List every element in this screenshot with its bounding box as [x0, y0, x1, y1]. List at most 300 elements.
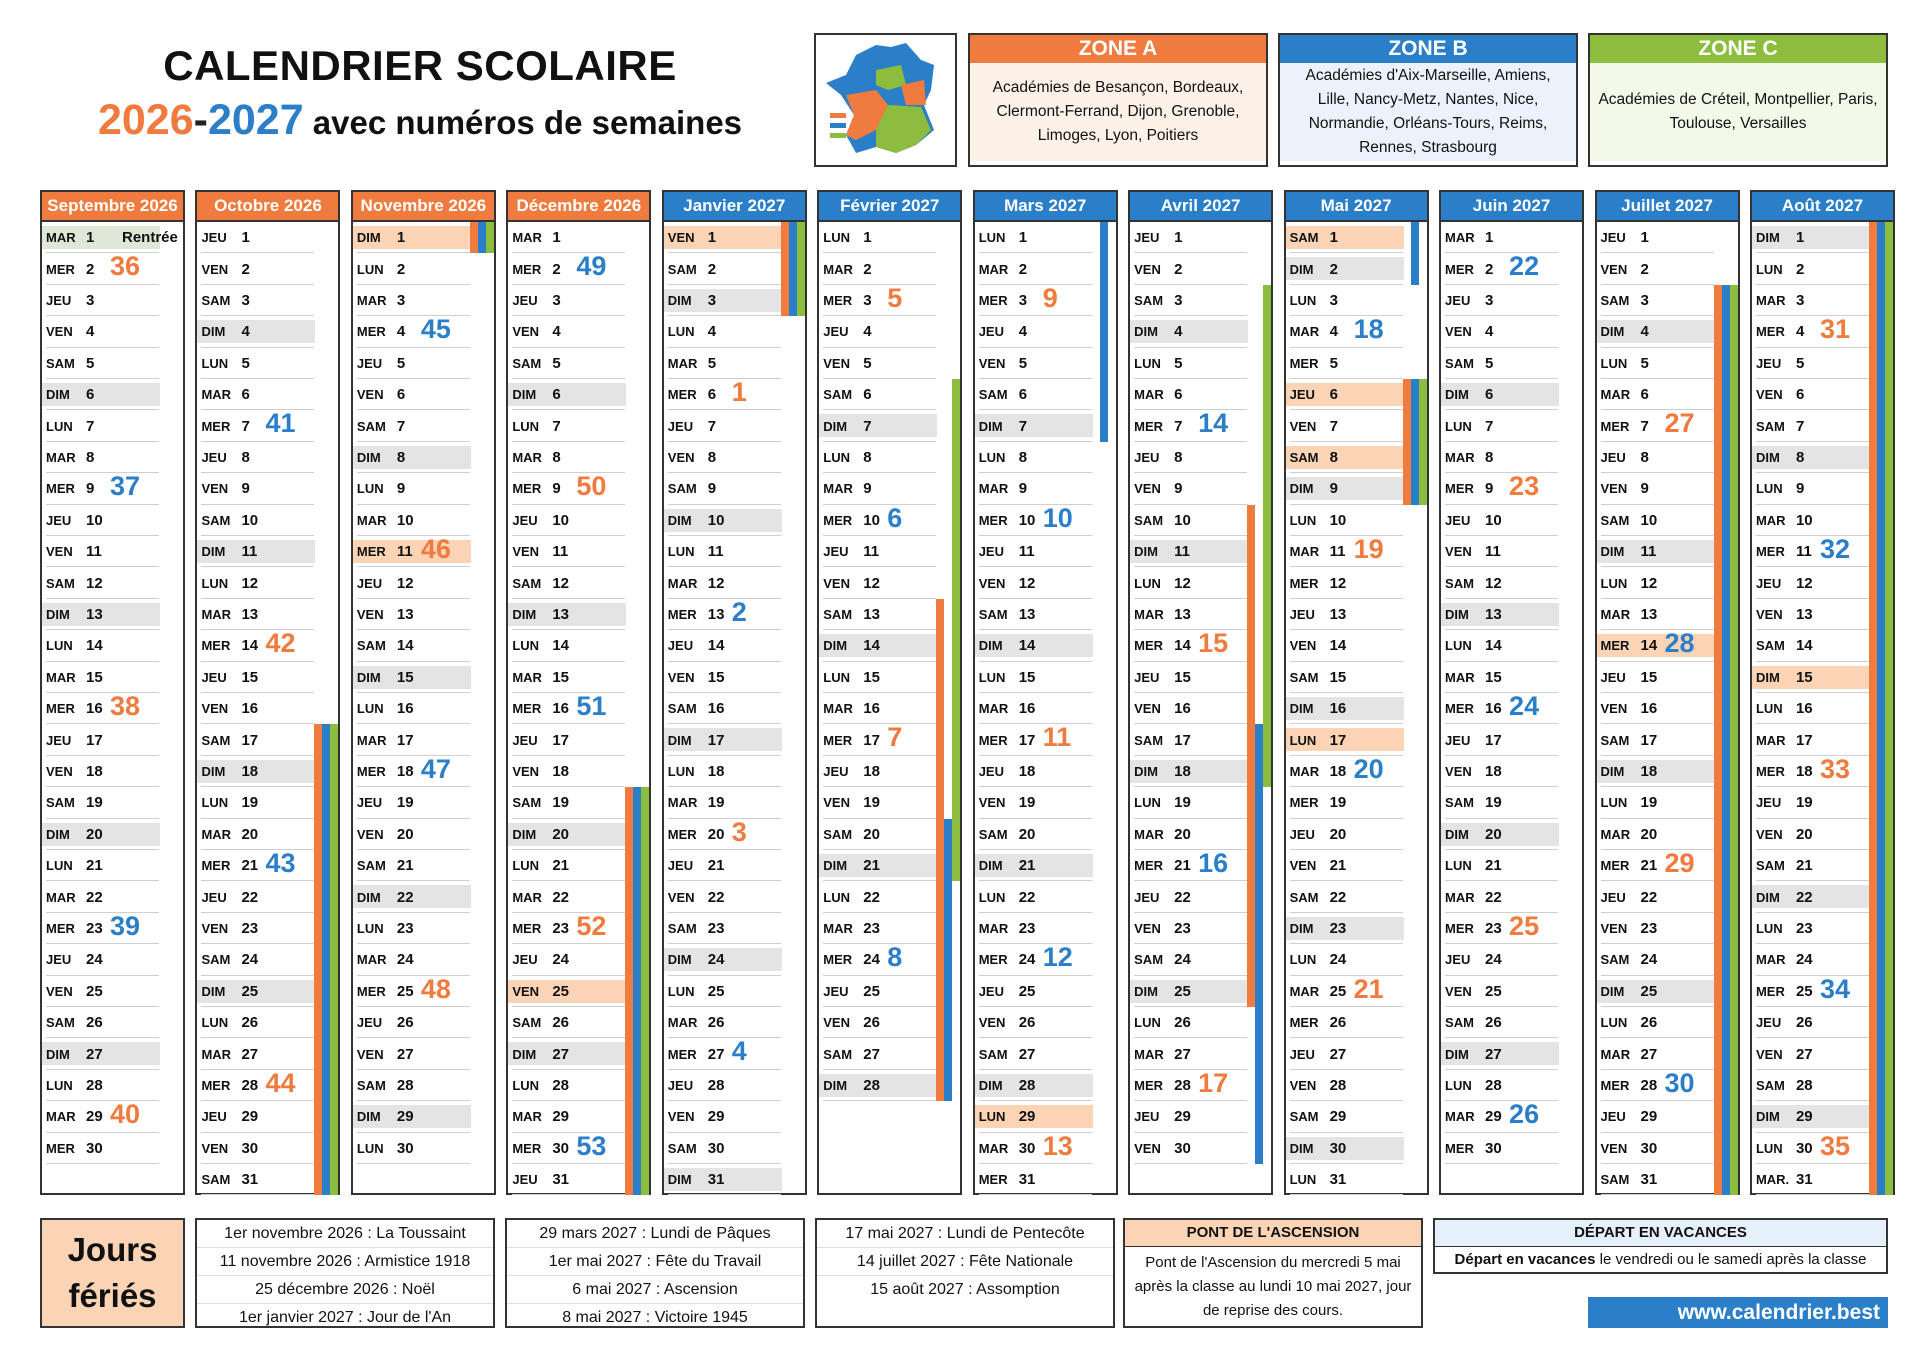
row-divider	[668, 378, 781, 379]
row-divider	[823, 943, 936, 944]
day-name: LUN	[1755, 920, 1783, 936]
day-number: 22	[1485, 888, 1502, 906]
row-divider	[512, 629, 625, 630]
day-number: 15	[1485, 668, 1502, 686]
day-name: JEU	[46, 732, 72, 748]
row-divider	[357, 849, 470, 850]
day-name: DIM	[1289, 1140, 1314, 1156]
day-name: DIM	[46, 387, 70, 403]
day-number: 29	[1640, 1108, 1658, 1126]
row-divider	[201, 1100, 314, 1101]
week-number: 31	[1819, 314, 1850, 345]
day-row	[508, 348, 649, 379]
day-row	[42, 599, 183, 630]
week-number: 38	[110, 691, 141, 721]
row-divider	[979, 943, 1092, 944]
day-row	[975, 316, 1116, 347]
day-number: 3	[707, 291, 717, 309]
day-row	[42, 976, 183, 1007]
day-name: MER	[978, 1172, 1008, 1188]
row-divider	[1601, 284, 1714, 285]
day-name: LUN	[1445, 1077, 1472, 1093]
day-name: DIM	[978, 418, 1003, 434]
day-number: 14	[707, 637, 725, 655]
row-divider	[46, 629, 159, 630]
day-name: VEN	[356, 1046, 384, 1062]
day-number: 9	[1485, 480, 1494, 498]
holiday-line: 1er janvier 2027 : Jour de l'An	[238, 1309, 452, 1326]
week-number: 47	[420, 753, 451, 784]
day-row	[42, 756, 183, 787]
row-divider	[1134, 347, 1247, 348]
row-divider	[1134, 849, 1247, 850]
day-row	[1441, 379, 1582, 410]
day-name: MAR	[356, 292, 387, 308]
day-name: SAM	[1289, 1109, 1319, 1125]
day-number: 9	[86, 480, 95, 498]
day-name: SAM	[1289, 669, 1319, 685]
day-name: LUN	[356, 920, 384, 936]
day-number: 16	[241, 700, 259, 718]
day-number: 18	[1174, 762, 1191, 780]
day-number: 24	[863, 951, 880, 969]
row-divider	[1445, 315, 1558, 316]
day-number: 17	[863, 731, 880, 749]
day-number: 6	[1329, 386, 1338, 404]
row-divider	[979, 1100, 1092, 1101]
row-divider	[1601, 504, 1714, 505]
day-number: 18	[1329, 762, 1347, 780]
day-name: MER	[201, 858, 231, 874]
row-divider	[46, 849, 159, 850]
jours-feries-label	[40, 1218, 185, 1328]
day-number: 14	[1640, 637, 1658, 655]
depart-text	[1435, 1247, 1886, 1273]
day-name: LUN	[978, 1109, 1006, 1125]
day-row	[664, 1164, 805, 1195]
month-column	[1439, 190, 1584, 1195]
day-row	[353, 442, 494, 473]
day-name: MAR	[201, 387, 232, 403]
day-row	[1441, 1070, 1582, 1101]
day-row	[1286, 630, 1427, 661]
day-row	[1441, 222, 1582, 253]
day-name: JEU	[1445, 292, 1471, 308]
day-name: LUN	[356, 701, 384, 717]
day-name: JEU	[978, 544, 1004, 560]
day-number: 12	[1485, 574, 1502, 592]
week-number: 41	[265, 408, 296, 439]
month-column	[195, 190, 340, 1195]
day-row	[42, 1038, 183, 1069]
row-divider	[668, 661, 781, 662]
day-number: 7	[396, 417, 406, 435]
day-name: MER	[1134, 418, 1164, 434]
day-number: 22	[1329, 888, 1347, 906]
row-divider	[46, 1006, 159, 1007]
day-name: MAR	[46, 669, 76, 685]
day-row	[975, 630, 1116, 661]
zone-c-box	[1588, 33, 1888, 167]
day-number: 24	[1174, 951, 1191, 969]
row-divider	[1601, 1163, 1714, 1164]
day-number: 10	[707, 511, 725, 529]
day-name: SAM	[667, 481, 697, 497]
day-row	[508, 316, 649, 347]
day-name: MER	[1289, 575, 1319, 591]
row-divider	[512, 880, 625, 881]
week-number: 10	[1042, 502, 1073, 533]
day-number: 27	[86, 1045, 103, 1063]
vacation-bar-zone-c	[952, 379, 960, 881]
day-number: 17	[707, 731, 725, 749]
vacation-bar-zone-a	[625, 787, 633, 1195]
day-name: LUN	[667, 983, 695, 999]
day-name: MER	[978, 512, 1008, 528]
day-number: 29	[241, 1108, 259, 1126]
row-divider	[357, 1132, 470, 1133]
day-number: 22	[552, 888, 570, 906]
row-divider	[1756, 1132, 1869, 1133]
row-divider	[1445, 786, 1558, 787]
zone-a-box	[968, 33, 1268, 167]
day-name: JEU	[1755, 355, 1782, 371]
day-name: LUN	[512, 858, 540, 874]
vacation-bar-zone-b	[1411, 379, 1419, 505]
day-number: 12	[552, 574, 570, 592]
day-name: JEU	[978, 324, 1004, 340]
jours-feries-line1: Jours	[67, 1231, 158, 1268]
row-divider	[1290, 661, 1403, 662]
day-name: LUN	[46, 858, 73, 874]
day-number: 20	[1640, 825, 1658, 843]
day-name: VEN	[1289, 858, 1317, 874]
day-number: 5	[1018, 354, 1028, 372]
row-divider	[1134, 566, 1247, 567]
row-divider	[1134, 1037, 1247, 1038]
day-number: 13	[86, 605, 103, 623]
row-divider	[979, 975, 1092, 976]
row-divider	[512, 1069, 625, 1070]
day-row	[353, 913, 494, 944]
day-name: DIM	[1134, 544, 1158, 560]
day-row	[353, 473, 494, 504]
day-name: MAR	[46, 449, 76, 465]
row-divider	[46, 755, 159, 756]
day-name: LUN	[1445, 858, 1472, 874]
day-row	[664, 881, 805, 912]
day-name: SAM	[978, 826, 1008, 842]
day-number: 10	[1018, 511, 1036, 529]
day-row	[508, 379, 649, 410]
day-name: MAR	[512, 1109, 542, 1125]
day-row	[1286, 599, 1427, 630]
row-divider	[1601, 1006, 1714, 1007]
day-number: 16	[1174, 700, 1191, 718]
day-name: LUN	[1289, 512, 1317, 528]
day-row	[353, 724, 494, 755]
day-name: LUN	[46, 638, 73, 654]
row-divider	[512, 849, 625, 850]
day-number: 22	[1174, 888, 1191, 906]
day-name: JEU	[512, 1172, 538, 1188]
row-divider	[1134, 723, 1247, 724]
day-number: 26	[863, 1014, 880, 1032]
day-number: 4	[707, 323, 717, 341]
day-number: 28	[1329, 1076, 1347, 1094]
row-divider	[1134, 661, 1247, 662]
row-divider	[1756, 566, 1869, 567]
day-number: 2	[1795, 260, 1805, 278]
day-row	[508, 662, 649, 693]
row-divider	[357, 629, 470, 630]
zone-c-academies: Académies de Créteil, Montpellier, Paris, Toulouse, Versailles	[1590, 63, 1886, 161]
day-number: 9	[1795, 480, 1805, 498]
day-name: DIM	[1755, 889, 1780, 905]
day-name: MAR	[1755, 512, 1786, 528]
day-name: LUN	[667, 763, 695, 779]
day-row	[1286, 1007, 1427, 1038]
day-name: MER	[1289, 355, 1319, 371]
day-number: 17	[552, 731, 570, 749]
week-number: 22	[1509, 251, 1540, 282]
week-number: 18	[1353, 314, 1384, 345]
row-divider	[1445, 566, 1558, 567]
row-divider	[1290, 943, 1403, 944]
day-number: 30	[86, 1139, 103, 1157]
day-row	[819, 442, 960, 473]
day-number: 19	[86, 794, 103, 812]
week-number: 13	[1042, 1130, 1073, 1161]
day-name: LUN	[978, 449, 1006, 465]
day-name: MAR	[1134, 387, 1164, 403]
day-name: VEN	[978, 575, 1006, 591]
row-divider	[201, 1194, 314, 1195]
day-name: MER	[201, 1077, 231, 1093]
day-number: 17	[1329, 731, 1347, 749]
day-name: VEN	[1445, 983, 1472, 999]
row-divider	[1290, 849, 1403, 850]
holiday-line: 29 mars 2027 : Lundi de Pâques	[507, 1220, 803, 1248]
day-number: 28	[1640, 1076, 1658, 1094]
day-name: SAM	[1445, 355, 1474, 371]
day-row	[975, 222, 1116, 253]
day-number: 15	[1795, 668, 1813, 686]
row-divider	[1290, 1037, 1403, 1038]
day-number: 9	[863, 480, 872, 498]
row-divider	[823, 723, 936, 724]
row-divider	[979, 1069, 1092, 1070]
day-number: 8	[707, 448, 717, 466]
day-name: VEN	[1755, 826, 1783, 842]
row-divider	[1601, 818, 1714, 819]
day-name: DIM	[823, 638, 848, 654]
day-number: 5	[1485, 354, 1494, 372]
row-divider	[512, 598, 625, 599]
day-name: MAR	[356, 732, 387, 748]
row-divider	[979, 629, 1092, 630]
day-name: DIM	[512, 826, 537, 842]
row-divider	[46, 661, 159, 662]
week-number: 27	[1664, 408, 1695, 439]
day-number: 18	[552, 762, 570, 780]
day-number: 3	[1174, 291, 1183, 309]
row-divider	[1756, 441, 1869, 442]
day-name: JEU	[1600, 1109, 1626, 1125]
day-row	[1286, 881, 1427, 912]
day-number: 12	[86, 574, 103, 592]
day-number: 13	[707, 605, 725, 623]
day-name: MER	[1755, 983, 1785, 999]
day-row	[975, 1164, 1116, 1195]
zone-c-title: ZONE C	[1590, 35, 1886, 63]
day-number: 14	[1018, 637, 1036, 655]
day-number: 13	[241, 605, 259, 623]
day-number: 25	[86, 982, 103, 1000]
day-number: 15	[1329, 668, 1347, 686]
day-number: 4	[552, 323, 561, 341]
row-divider	[1756, 629, 1869, 630]
day-number: 21	[241, 857, 259, 875]
day-number: 14	[552, 637, 570, 655]
row-divider	[1290, 535, 1403, 536]
day-name: SAM	[1600, 732, 1630, 748]
row-divider	[512, 1006, 625, 1007]
row-divider	[668, 1132, 781, 1133]
day-number: 23	[1174, 919, 1191, 937]
row-divider	[201, 252, 314, 253]
week-number: 14	[1198, 408, 1229, 439]
day-name: VEN	[1289, 1077, 1317, 1093]
row-divider	[201, 818, 314, 819]
day-name: JEU	[823, 983, 849, 999]
day-row	[1441, 285, 1582, 316]
row-divider	[1445, 347, 1558, 348]
day-number: 27	[241, 1045, 259, 1063]
day-row	[353, 599, 494, 630]
day-name: MER	[1755, 763, 1785, 779]
website-link[interactable]: www.calendrier.best	[1588, 1297, 1888, 1328]
day-name: DIM	[1134, 324, 1158, 340]
day-name: MAR	[46, 889, 76, 905]
day-number: 26	[86, 1014, 103, 1032]
row-divider	[1290, 1069, 1403, 1070]
row-divider	[1601, 880, 1714, 881]
vacation-bar-zone-c	[1419, 379, 1427, 505]
day-number: 8	[552, 448, 561, 466]
day-number: 13	[1174, 605, 1191, 623]
day-row	[197, 473, 338, 504]
day-number: 31	[707, 1171, 725, 1189]
day-name: DIM	[667, 292, 692, 308]
day-name: DIM	[1445, 387, 1469, 403]
row-divider	[1756, 378, 1869, 379]
row-divider	[1601, 629, 1714, 630]
day-row	[1441, 787, 1582, 818]
day-name: JEU	[1134, 669, 1160, 685]
day-number: 19	[1018, 794, 1036, 812]
day-name: DIM	[512, 387, 537, 403]
row-divider	[1756, 284, 1869, 285]
day-number: 11	[241, 543, 258, 561]
day-name: DIM	[356, 449, 381, 465]
day-row	[353, 819, 494, 850]
day-number: 24	[241, 951, 259, 969]
day-number: 22	[86, 888, 103, 906]
day-number: 28	[241, 1076, 259, 1094]
day-number: 16	[396, 700, 414, 718]
row-divider	[46, 943, 159, 944]
row-divider	[201, 535, 314, 536]
row-divider	[668, 943, 781, 944]
row-divider	[668, 629, 781, 630]
day-number: 25	[863, 982, 880, 1000]
day-number: 10	[1329, 511, 1347, 529]
day-name: MER	[1289, 1015, 1319, 1031]
day-row	[353, 787, 494, 818]
row-divider	[201, 315, 314, 316]
day-name: DIM	[1600, 983, 1625, 999]
day-number: 19	[1329, 794, 1347, 812]
day-number: 20	[1329, 825, 1347, 843]
row-divider	[823, 535, 936, 536]
day-name: LUN	[201, 575, 229, 591]
day-name: JEU	[1600, 230, 1626, 246]
day-number: 7	[1329, 417, 1338, 435]
day-row	[1441, 881, 1582, 912]
holiday-line: 8 mai 2027 : Victoire 1945	[562, 1309, 748, 1326]
month-header: Octobre 2026	[197, 192, 338, 222]
row-divider	[1756, 347, 1869, 348]
day-row	[508, 756, 649, 787]
day-number: 30	[396, 1139, 414, 1157]
day-name: SAM	[356, 418, 386, 434]
row-divider	[979, 378, 1092, 379]
holiday-line: 14 juillet 2027 : Fête Nationale	[817, 1248, 1113, 1276]
day-name: DIM	[1289, 481, 1314, 497]
day-number: 11	[1640, 543, 1657, 561]
day-number: 28	[396, 1076, 414, 1094]
day-number: 19	[552, 794, 570, 812]
day-row	[1130, 348, 1271, 379]
day-row	[353, 1038, 494, 1069]
day-number: 20	[241, 825, 259, 843]
day-number: 21	[1485, 857, 1502, 875]
day-row	[353, 253, 494, 284]
row-divider	[823, 284, 936, 285]
row-divider	[1290, 409, 1403, 410]
vacation-bar-zone-a	[314, 724, 322, 1195]
day-name: VEN	[1134, 701, 1161, 717]
row-divider	[512, 315, 625, 316]
day-name: MAR	[1445, 449, 1475, 465]
row-divider	[1445, 1132, 1558, 1133]
day-number: 2	[241, 260, 250, 278]
day-name: MER	[512, 920, 542, 936]
day-number: 31	[1640, 1171, 1658, 1189]
row-divider	[823, 378, 936, 379]
row-divider	[1756, 315, 1869, 316]
day-number: 3	[86, 291, 95, 309]
day-number: 28	[1795, 1076, 1813, 1094]
day-name: MAR	[1755, 952, 1786, 968]
day-name: JEU	[46, 292, 72, 308]
day-name: LUN	[356, 481, 384, 497]
vacation-bar-zone-a	[936, 599, 944, 1101]
day-row	[197, 222, 338, 253]
day-number: 7	[1018, 417, 1028, 435]
day-number: 25	[1795, 982, 1813, 1000]
